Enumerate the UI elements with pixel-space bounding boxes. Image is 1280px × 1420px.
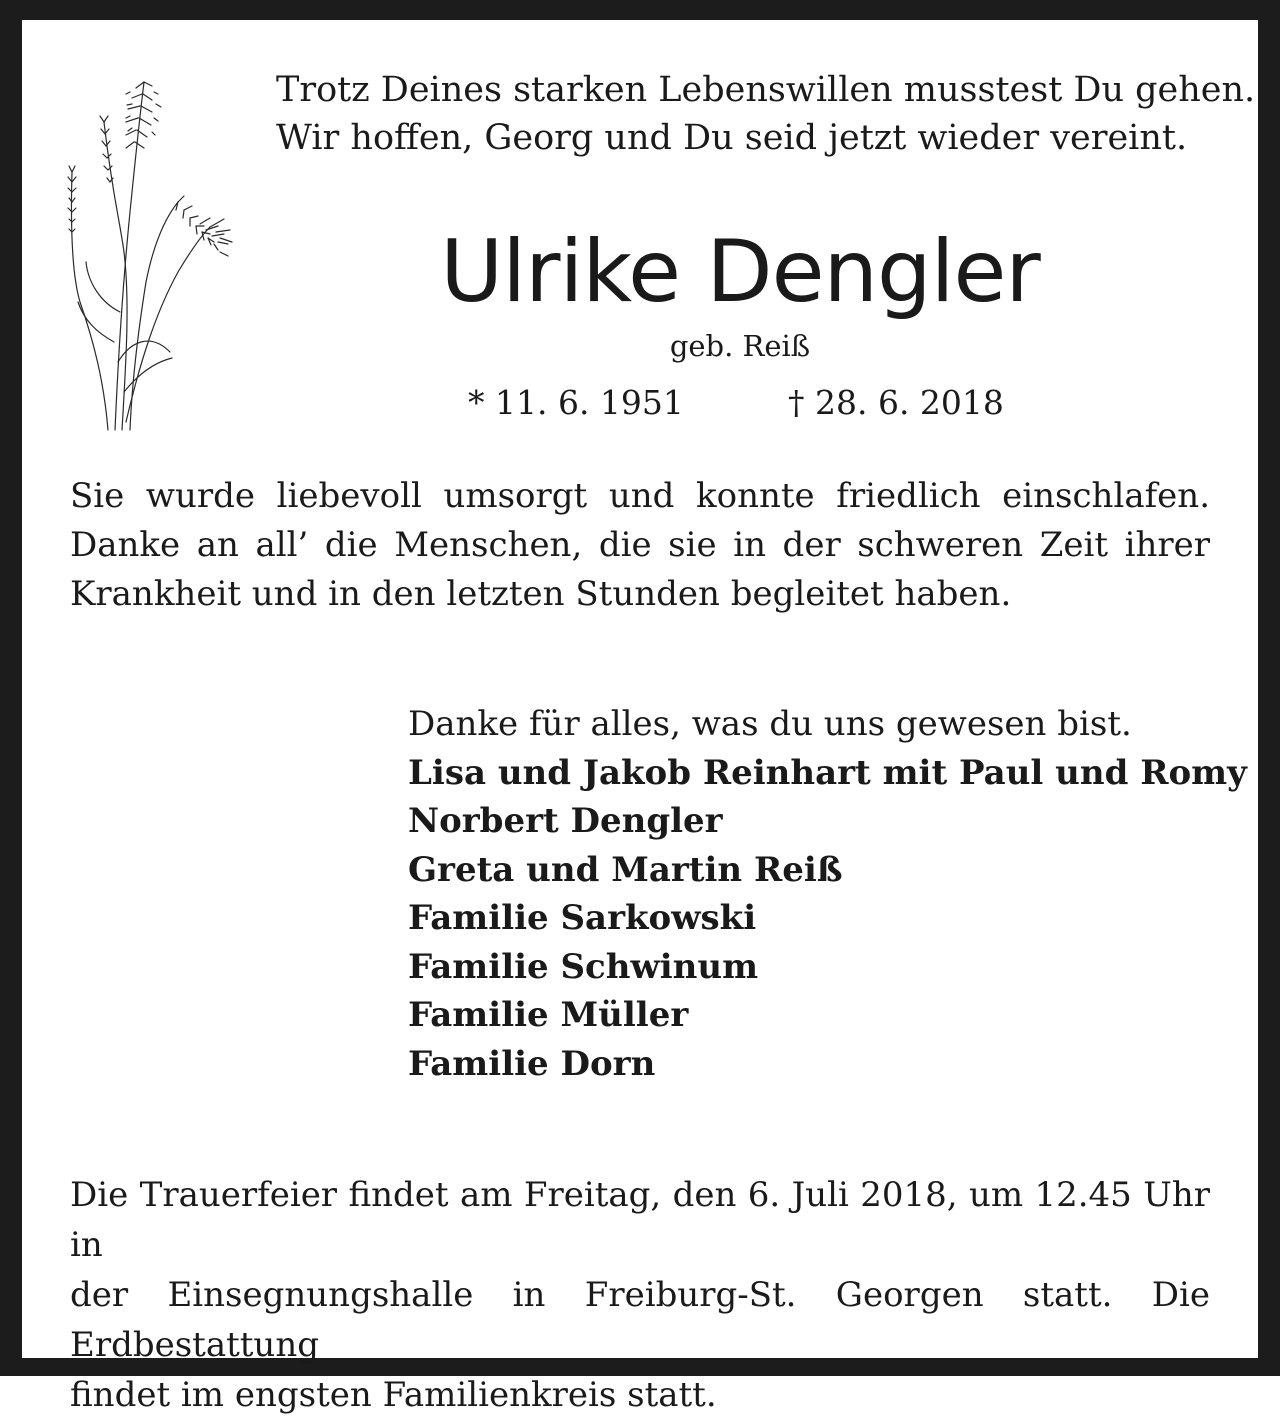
message-line: Krankheit und in den letzten Stunden begleitet haben. bbox=[70, 574, 1012, 614]
mourner-name: Familie Dorn bbox=[408, 1043, 656, 1084]
motto bbox=[276, 66, 1256, 162]
mourner-name: Greta und Martin Reiß bbox=[408, 849, 843, 890]
thanks-line: Danke für alles, was du uns gewesen bist. bbox=[408, 704, 1132, 744]
death-date: † 28. 6. 2018 bbox=[788, 383, 1004, 422]
message-paragraph bbox=[70, 472, 1210, 619]
mourner-name: Lisa und Jakob Reinhart mit Paul und Romy bbox=[408, 752, 1247, 793]
message-line: Sie wurde liebevoll umsorgt und konnte friedlich einschlafen. bbox=[70, 476, 1210, 516]
mourner-name: Familie Schwinum bbox=[408, 946, 759, 987]
birth-name: geb. Reiß bbox=[669, 329, 811, 363]
deceased-name: Ulrike Dengler bbox=[440, 222, 1040, 322]
mourner-name: Norbert Dengler bbox=[408, 801, 723, 841]
message-line: Danke an all’ die Menschen, die sie in der schweren Zeit ihrer bbox=[70, 525, 1210, 565]
birth-date: * 11. 6. 1951 bbox=[468, 383, 684, 422]
mourner-name: Familie Müller bbox=[408, 995, 689, 1035]
funeral-line: der Einsegnungshalle in Freiburg-St. Georgen statt. Die Erdbestattung bbox=[70, 1275, 1210, 1365]
motto-line: Trotz Deines starken Lebenswillen musstest Du gehen. bbox=[276, 70, 1256, 110]
mourner-name: Familie Sarkowski bbox=[408, 898, 757, 938]
grass-icon bbox=[60, 62, 235, 434]
funeral-line: findet im engsten Familienkreis statt. bbox=[70, 1375, 717, 1415]
funeral-line: Die Trauerfeier findet am Freitag, den 6. Juli 2018, um 12.45 Uhr in bbox=[70, 1175, 1210, 1265]
motto-line: Wir hoffen, Georg und Du seid jetzt wieder vereint. bbox=[276, 118, 1188, 158]
mourners-list bbox=[408, 700, 1247, 1088]
funeral-notice bbox=[70, 1170, 1210, 1420]
